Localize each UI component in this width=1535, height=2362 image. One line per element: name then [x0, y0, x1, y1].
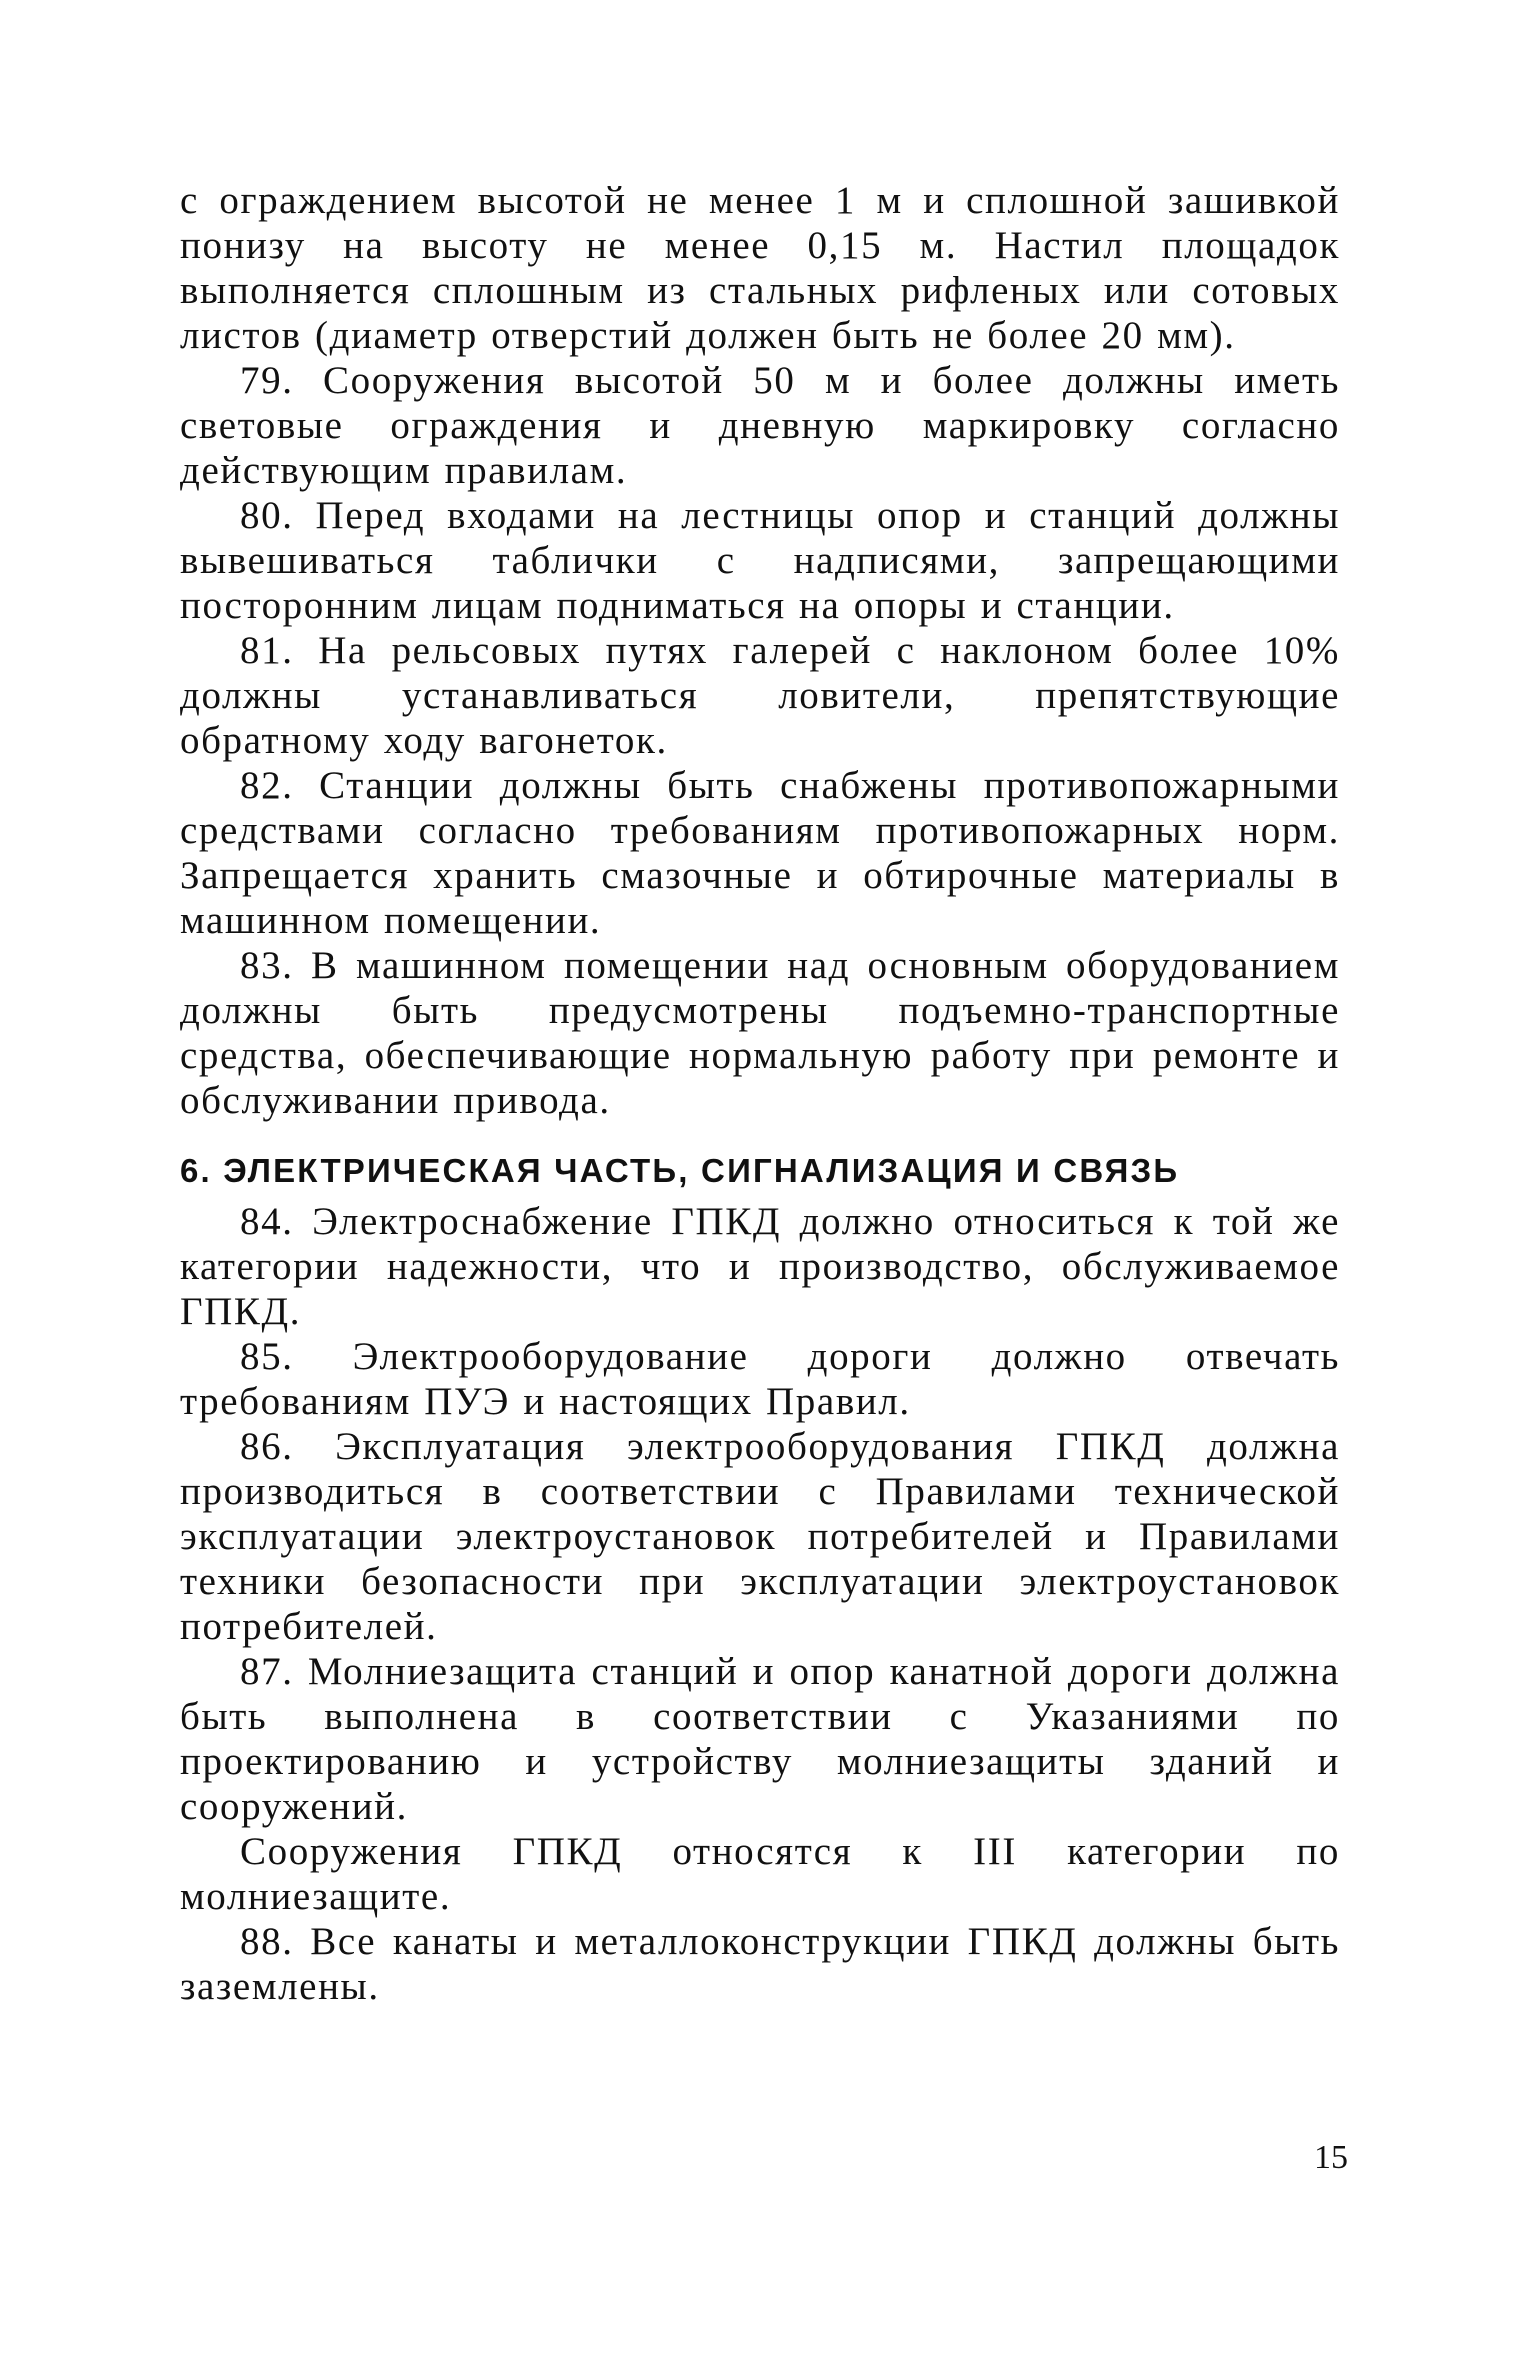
paragraph-82: 82. Станции должны быть снабжены противопожарными средствами согласно требованиям противопожарных норм. Запрещается хранить смазочные и обтирочные материалы в машинном помещении. [180, 764, 1340, 942]
paragraph-80: 80. Перед входами на лестницы опор и станций должны вывешиваться таблички с надписями, запрещающими посторонним лицам подниматься на опоры и станции. [180, 494, 1340, 627]
paragraph-87-note: Сооружения ГПКД относятся к III категории по молниезащите. [180, 1830, 1340, 1918]
paragraph-81: 81. На рельсовых путях галерей с наклоном более 10% должны устанавливаться ловители, препятствующие обратному ходу вагонеток. [180, 629, 1340, 762]
paragraph-continuation: с ограждением высотой не менее 1 м и сплошной зашивкой понизу на высоту не менее 0,15 м. Настил площадок выполняется сплошным из стальных рифленых или сотовых листов (диаметр отверстий должен быть не более 20 мм). [180, 179, 1340, 357]
page-number: 15 [1314, 2139, 1348, 2176]
paragraph-84: 84. Электроснабжение ГПКД должно относиться к той же категории надежности, что и производство, обслуживаемое ГПКД. [180, 1200, 1340, 1333]
paragraph-79: 79. Сооружения высотой 50 м и более должны иметь световые ограждения и дневную маркировку согласно действующим правилам. [180, 359, 1340, 492]
paragraph-87: 87. Молниезащита станций и опор канатной дороги должна быть выполнена в соответствии с Указаниями по проектированию и устройству молниезащиты зданий и сооружений. [180, 1650, 1340, 1828]
paragraph-83: 83. В машинном помещении над основным оборудованием должны быть предусмотрены подъемно-транспортные средства, обеспечивающие нормальную работу при ремонте и обслуживании привода. [180, 944, 1340, 1122]
page-content [180, 178, 1340, 2009]
section-heading: 6. ЭЛЕКТРИЧЕСКАЯ ЧАСТЬ, СИГНАЛИЗАЦИЯ И СВЯЗЬ [180, 1152, 1180, 1189]
paragraph-86: 86. Эксплуатация электрооборудования ГПКД должна производиться в соответствии с Правилами технической эксплуатации электроустановок потребителей и Правилами техники безопасности при эксплуатации электроустановок потребителей. [180, 1425, 1340, 1648]
paragraph-88: 88. Все канаты и металлоконструкции ГПКД должны быть заземлены. [180, 1920, 1340, 2008]
paragraph-85: 85. Электрооборудование дороги должно отвечать требованиям ПУЭ и настоящих Правил. [180, 1335, 1340, 1423]
